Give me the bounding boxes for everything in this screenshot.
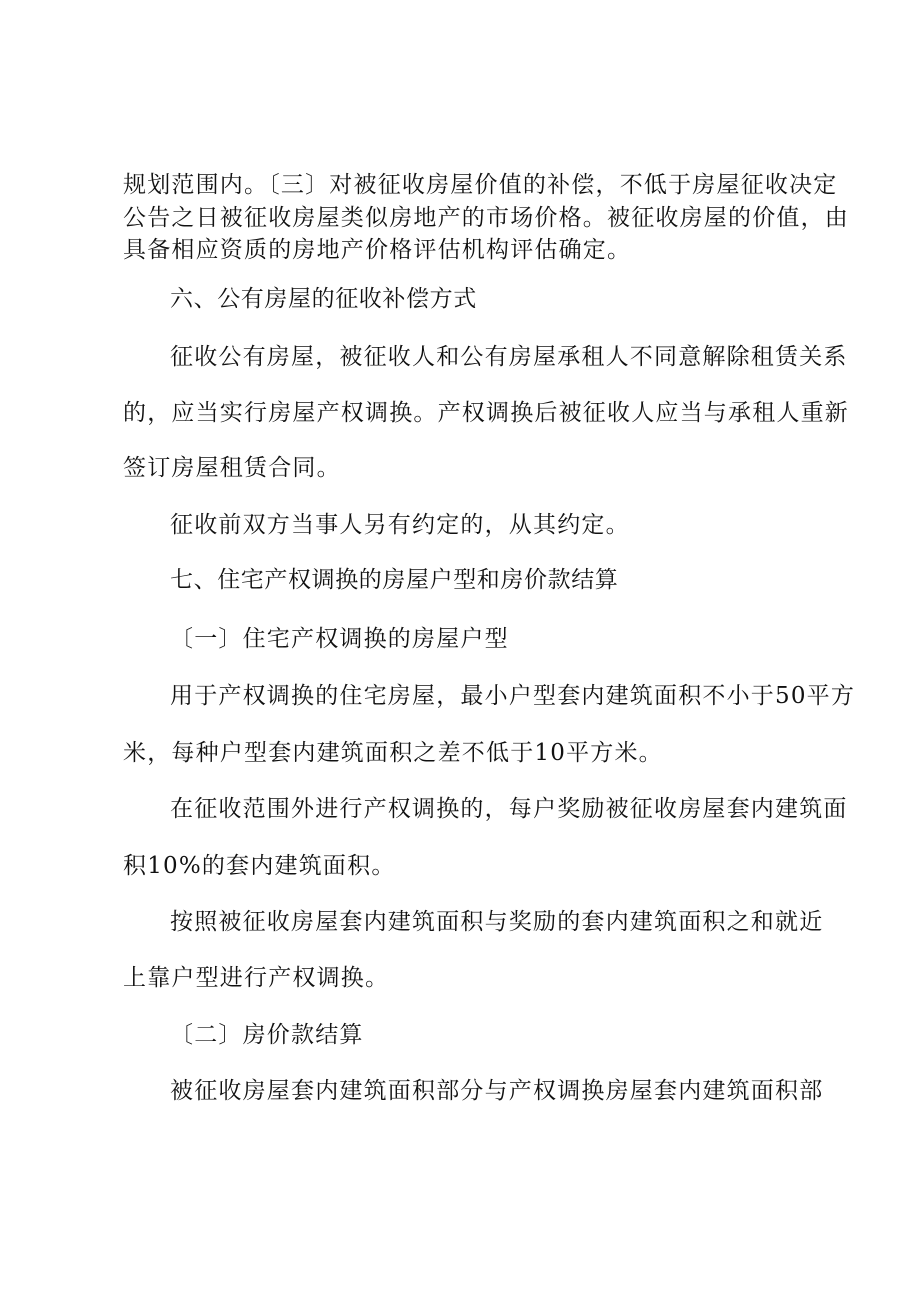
subsection-2-heading: 〔二〕房价款结算 (170, 1022, 364, 1048)
intro-line-2: 公告之日被征收房屋类似房地产的市场价格。被征收房屋的价值，由 (123, 205, 849, 231)
intro-line-1: 规划范围内。〔三〕对被征收房屋价值的补偿，不低于房屋征收决定 (123, 172, 838, 198)
section-7-para-1-line-2: 米，每种户型套内建筑面积之差不低于10平方米。 (123, 740, 663, 766)
section-6-para-1-line-3: 签订房屋租赁合同。 (123, 455, 341, 481)
section-6-heading: 六、公有房屋的征收补偿方式 (170, 286, 477, 312)
section-7-para-2-line-2: 积10%的套内建筑面积。 (123, 853, 396, 879)
section-7-para-2-line-1: 在征收范围外进行产权调换的，每户奖励被征收房屋套内建筑面 (170, 796, 848, 822)
section-6-para-1-line-2: 的，应当实行房屋产权调换。产权调换后被征收人应当与承租人重新 (123, 400, 849, 426)
intro-line-3: 具备相应资质的房地产价格评估机构评估确定。 (123, 237, 632, 263)
section-7-para-4-line-1: 被征收房屋套内建筑面积部分与产权调换房屋套内建筑面积部 (170, 1078, 824, 1104)
section-7-para-1-line-1: 用于产权调换的住宅房屋，最小户型套内建筑面积不小于50平方 (170, 683, 856, 709)
section-7-para-3-line-1: 按照被征收房屋套内建筑面积与奖励的套内建筑面积之和就近 (170, 909, 824, 935)
section-6-para-2: 征收前双方当事人另有约定的，从其约定。 (170, 512, 630, 538)
section-6-para-1-line-1: 征收公有房屋，被征收人和公有房屋承租人不同意解除租赁关系 (170, 344, 848, 370)
subsection-1-heading: 〔一〕住宅产权调换的房屋户型 (170, 626, 509, 652)
section-7-para-3-line-2: 上靠户型进行产权调换。 (123, 965, 390, 991)
section-7-heading: 七、住宅产权调换的房屋户型和房价款结算 (170, 567, 619, 593)
